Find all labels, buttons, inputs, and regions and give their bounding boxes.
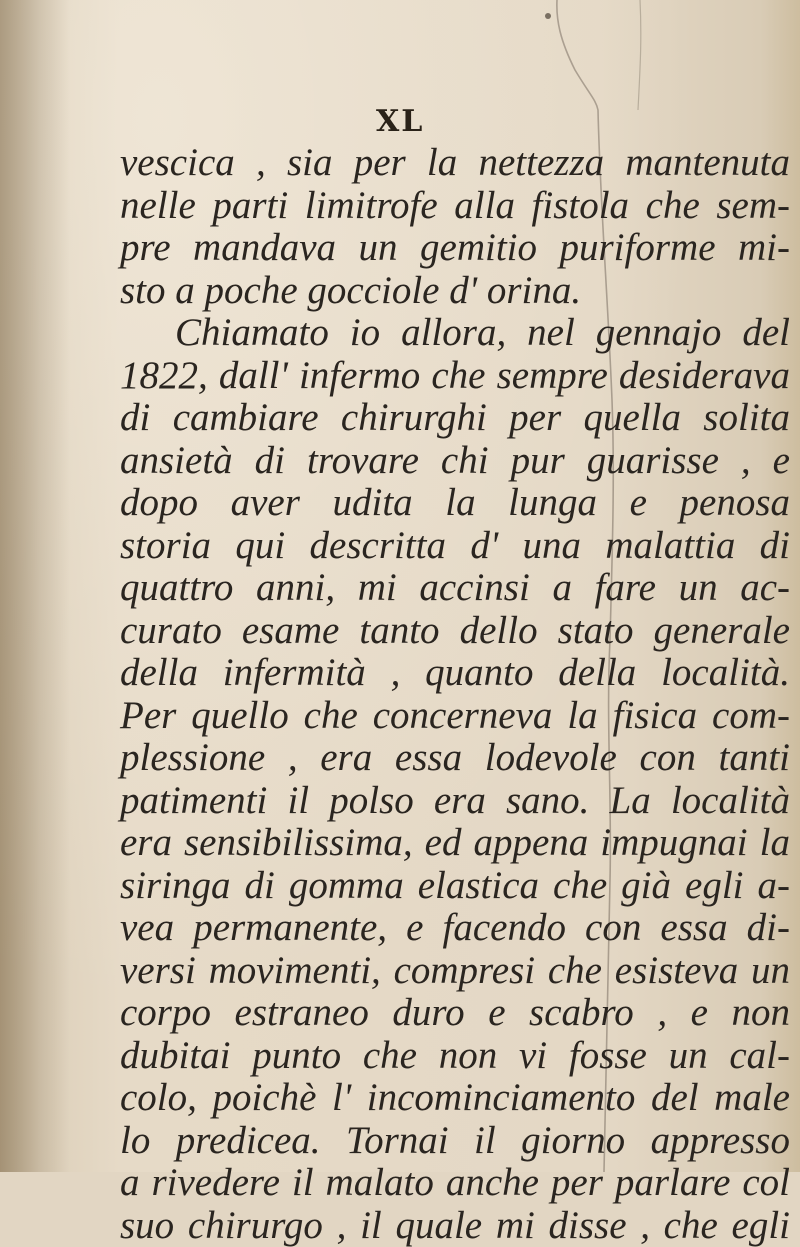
text-line: dubitai punto che non vi fosse un cal-	[120, 1035, 790, 1078]
text-line: versi movimenti, compresi che esisteva un	[120, 950, 790, 993]
text-line: dopo aver udita la lunga e penosa	[120, 482, 790, 525]
text-line: suo chirurgo , il quale mi disse , che egli	[120, 1205, 790, 1247]
page-number: XL	[376, 104, 424, 139]
text-line: Per quello che concerneva la fisica com-	[120, 695, 790, 738]
text-line: vescica , sia per la nettezza mantenuta	[120, 142, 790, 185]
text-line: colo, poichè l' incominciamento del male	[120, 1077, 790, 1120]
text-line: nelle parti limitrofe alla fistola che sem-	[120, 185, 790, 228]
text-line: quattro anni, mi accinsi a fare un ac-	[120, 567, 790, 610]
text-line: pre mandava un gemitio puriforme mi-	[120, 227, 790, 270]
text-line: patimenti il polso era sano. La località	[120, 780, 790, 823]
text-line: curato esame tanto dello stato generale	[120, 610, 790, 653]
text-line: ansietà di trovare chi pur guarisse , e	[120, 440, 790, 483]
text-line: Chiamato io allora, nel gennajo del	[120, 312, 790, 355]
text-line: vea permanente, e facendo con essa di-	[120, 907, 790, 950]
text-line: plessione , era essa lodevole con tanti	[120, 737, 790, 780]
text-line: siringa di gomma elastica che già egli a-	[120, 865, 790, 908]
text-line: sto a poche gocciole d' orina.	[120, 270, 790, 313]
page-fold-shadow	[0, 0, 70, 1172]
text-line: era sensibilissima, ed appena impugnai la	[120, 822, 790, 865]
body-text	[120, 142, 790, 1247]
text-line: lo predicea. Tornai il giorno appresso	[120, 1120, 790, 1163]
text-line: di cambiare chirurghi per quella solita	[120, 397, 790, 440]
text-line: storia qui descritta d' una malattia di	[120, 525, 790, 568]
text-line: 1822, dall' infermo che sempre desiderava	[120, 355, 790, 398]
text-line: della infermità , quanto della località.	[120, 652, 790, 695]
text-line: corpo estraneo duro e scabro , e non	[120, 992, 790, 1035]
text-line: a rivedere il malato anche per parlare col	[120, 1162, 790, 1205]
